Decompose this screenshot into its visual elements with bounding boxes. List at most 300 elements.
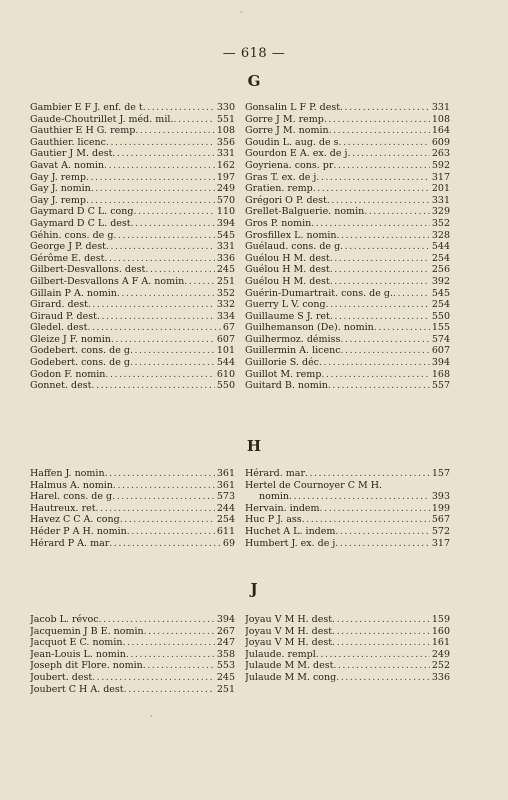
- entry-name: Guérin-Dumartrait. cons. de g.: [245, 287, 394, 299]
- leader-dots: [99, 614, 215, 626]
- index-entry: [30, 311, 235, 323]
- index-entry: [30, 241, 235, 253]
- index-entry: [30, 137, 235, 149]
- leader-dots: [124, 684, 215, 696]
- index-entry: [245, 649, 450, 661]
- entry-name: Gratien. remp: [245, 183, 313, 195]
- entry-page-number: 252: [431, 660, 450, 672]
- leader-dots: [330, 311, 430, 323]
- index-entry: [30, 614, 235, 626]
- entry-name: Guélou H M. dest: [245, 264, 330, 276]
- entry-name: Gleize J F. nomin: [30, 333, 111, 345]
- entry-page-number: 254: [216, 514, 235, 526]
- entry-name: Goudin L. aug. de s: [245, 136, 339, 148]
- index-entry: [245, 102, 450, 114]
- entry-page-number: 317: [431, 537, 450, 549]
- index-entry: [30, 538, 235, 550]
- index-entry: [30, 148, 235, 160]
- index-entry: [30, 206, 235, 218]
- leader-dots: [104, 160, 215, 172]
- leader-dots: [87, 322, 220, 334]
- leader-dots: [289, 491, 430, 503]
- leader-dots: [173, 114, 214, 126]
- entry-name: Jacob L. révoc: [30, 614, 99, 625]
- leader-dots: [88, 299, 215, 311]
- section-letter-g: G: [247, 72, 261, 90]
- entry-name: Guillaume S J. ret: [245, 310, 330, 322]
- index-entry: [245, 114, 450, 126]
- entry-name: Hautreux. ret: [30, 502, 96, 514]
- index-entry: [30, 230, 235, 242]
- leader-dots: [324, 114, 430, 126]
- leader-dots: [97, 311, 215, 323]
- entry-page-number: 245: [216, 264, 235, 276]
- index-entry: [30, 357, 235, 369]
- leader-dots: [328, 380, 430, 392]
- entry-name: Gautier J M. dest: [30, 148, 113, 160]
- leader-dots: [105, 253, 215, 265]
- entry-page-number: 611: [216, 525, 235, 537]
- entry-name: Joyau V M H. dest: [245, 637, 333, 649]
- index-entry: [245, 241, 450, 253]
- index-entry: [30, 345, 235, 357]
- column-right: [245, 102, 450, 392]
- entry-name: Grégori O P. dest: [245, 194, 327, 206]
- entry-page-number: 361: [216, 468, 235, 479]
- entry-page-number: 570: [216, 194, 235, 206]
- entry-page-number: 544: [431, 241, 450, 253]
- leader-dots: [91, 183, 215, 195]
- leader-dots: [86, 195, 215, 207]
- index-entry: [245, 369, 450, 381]
- leader-dots: [86, 172, 215, 184]
- leader-dots: [106, 241, 215, 253]
- entry-page-number: 550: [431, 310, 450, 322]
- index-entry: [245, 230, 450, 242]
- entry-page-number: 393: [431, 491, 450, 503]
- column-right: [245, 614, 450, 695]
- entry-name: Jacquot E C. nomin: [30, 637, 123, 649]
- leader-dots: [91, 380, 214, 392]
- section-g: [30, 102, 450, 392]
- entry-name: Guitard B. nomin: [245, 380, 328, 392]
- index-entry: [30, 125, 235, 137]
- index-entry: [245, 334, 450, 346]
- leader-dots: [143, 660, 215, 672]
- column-right: [245, 468, 450, 549]
- index-entry: [30, 183, 235, 195]
- index-entry: [245, 538, 450, 550]
- index-entry: [30, 491, 235, 503]
- entry-page-number: 168: [431, 368, 450, 380]
- entry-page-number: 164: [431, 125, 450, 137]
- entry-name: Géhin. cons. de g: [30, 229, 114, 241]
- entry-page-number: 263: [431, 148, 450, 160]
- entry-name: Gavat A. nomin: [30, 159, 105, 171]
- entry-name: Gilbert-Desvallons A F A. nomin: [30, 275, 185, 287]
- index-entry: [30, 264, 235, 276]
- leader-dots: [319, 357, 430, 369]
- leader-dots: [333, 160, 429, 172]
- index-entry: [245, 195, 450, 207]
- entry-name: Julaude M M. cong: [245, 671, 337, 683]
- entry-name: Gauthier. licenc: [30, 136, 106, 148]
- entry-name: Godebert. cons. de g: [30, 345, 130, 357]
- entry-name: Harel. cons. de g: [30, 491, 113, 503]
- entry-name: Joubert. dest: [30, 671, 93, 683]
- section-letter-h: H: [246, 437, 262, 455]
- entry-page-number: 155: [431, 322, 450, 334]
- leader-dots: [92, 672, 215, 684]
- leader-dots: [340, 334, 430, 346]
- leader-dots: [335, 538, 430, 550]
- index-entry: [245, 468, 450, 480]
- leader-dots: [330, 253, 430, 265]
- leader-dots: [135, 125, 215, 137]
- entry-name: Havez C C A. cong: [30, 514, 120, 526]
- index-entry: [30, 468, 235, 480]
- entry-name: Hertel de Cournoyer C M H.: [245, 479, 383, 491]
- leader-dots: [393, 288, 430, 300]
- leader-dots: [145, 264, 215, 276]
- index-entry: [245, 206, 450, 218]
- entry-page-number: 161: [431, 637, 450, 649]
- entry-name: nomin: [259, 491, 290, 503]
- entry-name: Gambier E F J. enf. de t: [30, 102, 143, 113]
- leader-dots: [332, 626, 430, 638]
- leader-dots: [130, 345, 215, 357]
- entry-name: Gorre J M. remp: [245, 113, 324, 125]
- index-entry: [30, 626, 235, 638]
- entry-page-number: 394: [431, 357, 450, 369]
- leader-dots: [96, 503, 215, 515]
- paper-speck: ·: [150, 712, 153, 721]
- index-entry: [245, 299, 450, 311]
- leader-dots: [335, 526, 429, 538]
- entry-page-number: 574: [431, 333, 450, 345]
- leader-dots: [126, 649, 215, 661]
- leader-dots: [105, 369, 214, 381]
- entry-name: Jean-Louis L. nomin: [30, 648, 126, 660]
- leader-dots: [330, 264, 430, 276]
- leader-dots: [184, 276, 215, 288]
- entry-name: Guillorie S. déc: [245, 357, 319, 369]
- leader-dots: [332, 637, 430, 649]
- index-entry: [245, 614, 450, 626]
- entry-page-number: 256: [431, 264, 450, 276]
- leader-dots: [316, 172, 430, 184]
- index-entry: [30, 172, 235, 184]
- leader-dots: [326, 299, 430, 311]
- leader-dots: [117, 288, 215, 300]
- entry-name: Hérard P A. mar: [30, 537, 110, 549]
- entry-page-number: 336: [216, 252, 235, 264]
- leader-dots: [329, 125, 430, 137]
- leader-dots: [111, 334, 215, 346]
- index-entry: [245, 503, 450, 515]
- leader-dots: [131, 218, 215, 230]
- leader-dots: [341, 345, 430, 357]
- entry-page-number: 201: [431, 183, 450, 195]
- entry-name: Joseph dit Flore. nomin: [30, 660, 143, 672]
- entry-page-number: 249: [431, 648, 450, 660]
- entry-page-number: 331: [216, 241, 235, 253]
- entry-name: Guillermin A. licenc: [245, 345, 341, 357]
- index-entry: [245, 626, 450, 638]
- leader-dots: [144, 626, 215, 638]
- index-entry: [30, 503, 235, 515]
- entry-page-number: 329: [431, 206, 450, 218]
- entry-page-number: 557: [431, 380, 450, 392]
- entry-name: Guilhemanson (De). nomin: [245, 322, 374, 334]
- index-entry: [30, 114, 235, 126]
- index-entry: [30, 480, 235, 492]
- entry-page-number: 247: [216, 637, 235, 649]
- entry-page-number: 162: [216, 159, 235, 171]
- entry-page-number: 328: [431, 229, 450, 241]
- entry-name: Godebert. cons. de g: [30, 357, 130, 369]
- entry-name: Guerry L V. cong: [245, 299, 326, 311]
- index-entry: [30, 276, 235, 288]
- entry-name: Haffen J. nomin: [30, 468, 105, 479]
- entry-page-number: 160: [431, 625, 450, 637]
- entry-name: Gilbert-Desvallons. dest: [30, 264, 146, 276]
- entry-page-number: 609: [431, 136, 450, 148]
- leader-dots: [364, 206, 430, 218]
- entry-name: Girard. dest: [30, 299, 88, 311]
- index-entry: [245, 637, 450, 649]
- index-entry: [30, 526, 235, 538]
- column-left: [30, 614, 235, 695]
- leader-dots: [127, 526, 215, 538]
- entry-name: Gay J. remp: [30, 171, 87, 183]
- section-j: [30, 614, 450, 695]
- index-entry: [30, 684, 235, 696]
- leader-dots: [336, 672, 430, 684]
- leader-dots: [340, 102, 430, 114]
- index-entry: [245, 264, 450, 276]
- index-entry: [245, 660, 450, 672]
- index-entry: [245, 514, 450, 526]
- entry-name: Julaude. rempl: [245, 648, 316, 660]
- entry-page-number: 245: [216, 671, 235, 683]
- leader-dots: [112, 148, 214, 160]
- entry-name: Giraud P. dest: [30, 310, 97, 322]
- entry-name: Halmus A. nomin: [30, 479, 113, 491]
- index-entry: [245, 218, 450, 230]
- leader-dots: [332, 614, 430, 626]
- entry-name: Guillot M. remp: [245, 368, 322, 380]
- entry-page-number: 197: [216, 171, 235, 183]
- entry-name: George J P. dest: [30, 241, 106, 253]
- entry-name: Joyau V M H. dest: [245, 625, 333, 637]
- index-entry: [30, 160, 235, 172]
- entry-page-number: 254: [431, 252, 450, 264]
- index-entry: [30, 218, 235, 230]
- leader-dots: [113, 230, 214, 242]
- section-letter-j: J: [250, 580, 258, 598]
- entry-name: Guélou H M. dest: [245, 275, 330, 287]
- leader-dots: [320, 503, 430, 515]
- leader-dots: [143, 102, 215, 114]
- entry-page-number: 101: [216, 345, 235, 357]
- entry-page-number: 358: [216, 648, 235, 660]
- index-entry: [245, 276, 450, 288]
- index-entry: [245, 672, 450, 684]
- leader-dots: [333, 660, 429, 672]
- entry-page-number: 356: [216, 136, 235, 148]
- entry-name: Gledel. dest: [30, 322, 88, 334]
- index-entry: [30, 299, 235, 311]
- index-entry: [245, 345, 450, 357]
- index-entry: [30, 380, 235, 392]
- entry-name: Huchet A L. indem: [245, 525, 336, 537]
- entry-page-number: 108: [431, 113, 450, 125]
- entry-name: Grellet-Balguerie. nomin: [245, 206, 365, 218]
- section-h: [30, 468, 450, 549]
- index-entry: [30, 102, 235, 114]
- entry-page-number: 592: [431, 159, 450, 171]
- entry-name: Guélou H M. dest: [245, 252, 330, 264]
- entry-name: Gay J. nomin: [30, 183, 91, 195]
- index-entry: [30, 288, 235, 300]
- entry-page-number: 330: [216, 102, 235, 113]
- entry-page-number: 108: [216, 125, 235, 137]
- leader-dots: [113, 480, 215, 492]
- entry-page-number: 392: [431, 275, 450, 287]
- entry-page-number: 67: [222, 322, 235, 334]
- entry-page-number: 550: [216, 380, 235, 392]
- entry-name: Guilhermoz. démiss: [245, 333, 341, 345]
- entry-page-number: 545: [216, 229, 235, 241]
- index-entry: [245, 172, 450, 184]
- leader-dots: [109, 538, 221, 550]
- leader-dots: [340, 241, 430, 253]
- entry-page-number: 573: [216, 491, 235, 503]
- leader-dots: [302, 514, 430, 526]
- entry-name: Jacquemin J B E. nomin: [30, 625, 144, 637]
- index-entry: [245, 357, 450, 369]
- entry-page-number: 251: [216, 275, 235, 287]
- entry-name: Gonsalin L F P. dest: [245, 102, 341, 113]
- entry-name: Joyau V M H. dest: [245, 614, 333, 625]
- entry-name: Guélaud. cons. de g: [245, 241, 341, 253]
- page-number: — 618 —: [222, 46, 286, 61]
- entry-page-number: 544: [216, 357, 235, 369]
- entry-page-number: 607: [431, 345, 450, 357]
- entry-name: Gras T. ex. de j: [245, 171, 317, 183]
- leader-dots: [316, 649, 430, 661]
- entry-page-number: 610: [216, 368, 235, 380]
- index-entry: [30, 334, 235, 346]
- entry-page-number: 572: [431, 525, 450, 537]
- index-entry: [245, 125, 450, 137]
- entry-name: Héder P A H. nomin: [30, 525, 127, 537]
- entry-name: Hérard. mar: [245, 468, 305, 479]
- index-entry: [30, 253, 235, 265]
- entry-name: Huc P J. ass: [245, 514, 302, 526]
- index-entry: [30, 637, 235, 649]
- column-left: [30, 468, 235, 549]
- leader-dots: [313, 183, 430, 195]
- entry-page-number: 551: [216, 113, 235, 125]
- leader-dots: [112, 491, 215, 503]
- index-entry: [245, 526, 450, 538]
- leader-dots: [337, 230, 430, 242]
- index-entry: [30, 649, 235, 661]
- entry-name: Hervain. indem: [245, 502, 320, 514]
- index-entry: [30, 369, 235, 381]
- entry-name: Gillain P A. nomin: [30, 287, 117, 299]
- entry-page-number: 352: [431, 217, 450, 229]
- leader-dots: [305, 468, 430, 480]
- index-entry: [30, 195, 235, 207]
- entry-name: Julaude M M. dest: [245, 660, 334, 672]
- leader-dots: [105, 468, 215, 480]
- index-entry: [245, 322, 450, 334]
- entry-name: Gros P. nomin: [245, 217, 312, 229]
- entry-name: Joubert C H A. dest: [30, 683, 124, 695]
- column-left: [30, 102, 235, 392]
- index-entry: [30, 514, 235, 526]
- entry-page-number: 361: [216, 479, 235, 491]
- leader-dots: [347, 148, 429, 160]
- entry-page-number: 317: [431, 171, 450, 183]
- index-entry: [245, 183, 450, 195]
- entry-page-number: 254: [431, 299, 450, 311]
- entry-name: Gorre J M. nomin: [245, 125, 329, 137]
- entry-page-number: 394: [216, 217, 235, 229]
- index-entry: [245, 311, 450, 323]
- entry-name: Gauthier E H G. remp: [30, 125, 136, 137]
- leader-dots: [311, 218, 430, 230]
- leader-dots: [120, 514, 215, 526]
- entry-page-number: 331: [216, 148, 235, 160]
- entry-page-number: 545: [431, 287, 450, 299]
- entry-page-number: 553: [216, 660, 235, 672]
- leader-dots: [122, 637, 214, 649]
- leader-dots: [374, 322, 430, 334]
- index-entry: [245, 160, 450, 172]
- paper-speck: ·: [240, 8, 243, 17]
- entry-page-number: 251: [216, 683, 235, 695]
- entry-page-number: 567: [431, 514, 450, 526]
- index-entry: [245, 137, 450, 149]
- entry-name: Gaymard D C L. cong: [30, 206, 134, 218]
- index-entry: [245, 253, 450, 265]
- entry-page-number: 336: [431, 671, 450, 683]
- entry-name: Goyriena. cons. pr: [245, 159, 334, 171]
- entry-page-number: 331: [431, 102, 450, 113]
- entry-page-number: 352: [216, 287, 235, 299]
- entry-page-number: 394: [216, 614, 235, 625]
- entry-name: Godon F. nomin: [30, 368, 106, 380]
- entry-name: Gaymard D C L. dest: [30, 217, 131, 229]
- leader-dots: [130, 357, 215, 369]
- index-entry: [30, 660, 235, 672]
- index-entry: [30, 672, 235, 684]
- entry-name: Gay J. remp: [30, 194, 87, 206]
- entry-page-number: 244: [216, 502, 235, 514]
- entry-page-number: 69: [222, 537, 235, 549]
- entry-name: Humbert J. ex. de j: [245, 537, 336, 549]
- entry-page-number: 267: [216, 625, 235, 637]
- leader-dots: [106, 137, 215, 149]
- entry-page-number: 607: [216, 333, 235, 345]
- entry-page-number: 157: [431, 468, 450, 479]
- entry-page-number: 332: [216, 299, 235, 311]
- leader-dots: [330, 276, 430, 288]
